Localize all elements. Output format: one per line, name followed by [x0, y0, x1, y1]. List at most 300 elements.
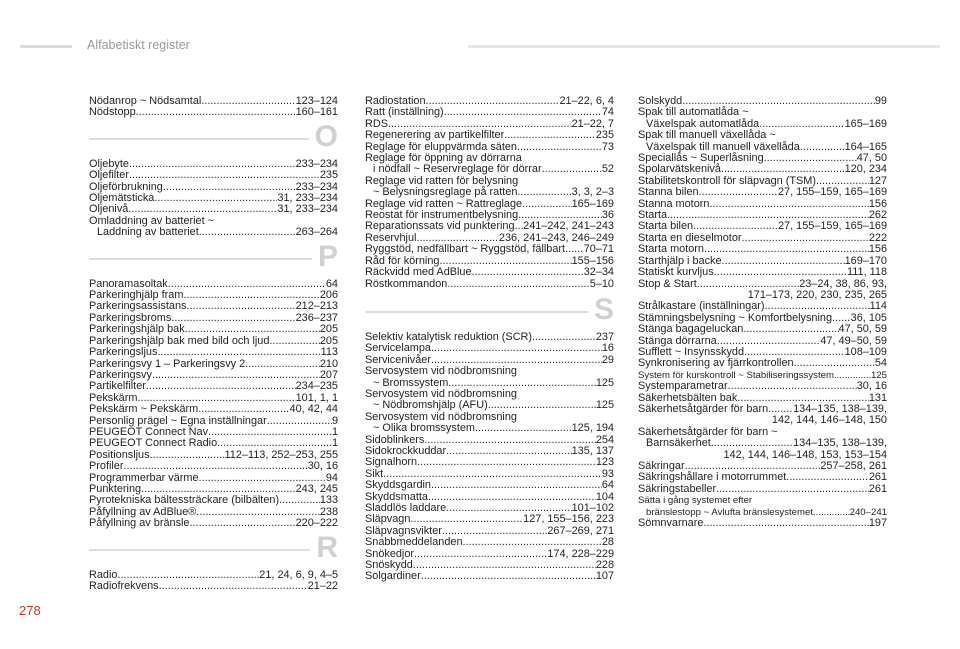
dot-leader	[446, 446, 571, 457]
index-entry-term: Råd för körning	[365, 254, 440, 267]
index-entry-term: Personlig prägel ~ Egna inställningar	[89, 414, 267, 427]
index-entry-pages: 134–135, 138–139,	[793, 402, 887, 415]
dot-leader	[743, 324, 838, 335]
dot-leader	[129, 170, 320, 181]
index-entry-term: Räckvidd med AdBlue	[365, 266, 472, 279]
index-entry	[89, 107, 338, 118]
index-entry-pages: 174, 228–229	[547, 547, 614, 560]
dot-leader	[269, 336, 319, 347]
index-entry-term: Skyddsgardin	[365, 479, 431, 492]
index-entry-pages: 99	[874, 95, 887, 107]
dot-leader	[426, 96, 560, 107]
index-column-1	[89, 96, 338, 592]
index-entry-pages: 134–135, 138–139,	[793, 437, 887, 450]
index-entry-term: Starta bilen	[638, 220, 694, 233]
index-entry-pages: 240–241	[849, 506, 887, 518]
dot-leader	[417, 457, 596, 468]
index-entry	[365, 571, 614, 582]
index-entry-term: Stänga bagageluckan	[638, 323, 744, 336]
index-entry-term: Programmerbar värme	[89, 471, 199, 484]
index-entry-pages: 101–102	[571, 502, 614, 514]
index-entry-term: Snökedjor	[365, 547, 415, 560]
dot-leader	[431, 343, 602, 354]
index-entry-term: Strålkastare (inställningar)	[638, 300, 765, 313]
index-entry-pages: 93	[601, 467, 614, 480]
dot-leader	[152, 370, 320, 381]
index-entry-pages: 64	[601, 479, 614, 492]
header-rule-right	[468, 45, 940, 48]
dot-leader	[201, 96, 295, 107]
index-entry-term: Barnsäkerhet	[646, 437, 711, 450]
index-entry	[638, 518, 887, 529]
index-entry-term: Växelspak till manuell växellåda	[646, 140, 800, 153]
index-entry-pages: 30, 16	[307, 460, 338, 473]
index-entry	[638, 358, 887, 369]
index-entry-term: Sladdlös laddare	[365, 502, 447, 514]
dot-leader	[245, 359, 320, 370]
index-entry-pages: 104	[595, 490, 614, 503]
dot-leader	[709, 199, 868, 210]
index-entry	[365, 389, 614, 412]
index-entry-pages: 125, 194	[571, 422, 614, 435]
index-entry-pages: 165–169	[571, 197, 614, 210]
index-entry	[638, 107, 887, 130]
index-entry-term: Partikelfilter	[89, 380, 146, 393]
index-entry-line: Servosystem vid nödbromsning	[365, 365, 517, 378]
index-entry-term: Pyrotekniska bältessträckare (bilbälten)	[89, 494, 280, 507]
index-entry-pages: 135, 137	[571, 444, 614, 457]
index-entry-term: Oljefilter	[89, 169, 129, 182]
index-entry-term: RDS	[365, 117, 388, 130]
dot-leader	[124, 461, 308, 472]
index-entry-term: Säkerhetsåtgärder för barn	[638, 402, 769, 415]
index-entry	[365, 457, 614, 468]
index-entry-pages: 28	[601, 536, 614, 549]
index-entry-term: Parkeringsvy	[89, 368, 152, 381]
index-entry-term: Släpvagn	[365, 513, 411, 526]
index-entry-term: Synkronisering av fjärrkontrollen	[638, 357, 794, 370]
index-entry-term: Reglage vid ratten ~ Rattreglage	[365, 197, 523, 210]
dot-leader	[786, 472, 869, 483]
index-entry	[638, 427, 887, 461]
dot-leader	[532, 332, 596, 343]
index-entry-term: Sidoblinkers	[365, 433, 425, 446]
index-entry-pages: 32–34	[583, 266, 614, 279]
index-entry-term: PEUGEOT Connect Radio	[89, 437, 218, 450]
dot-leader	[517, 142, 602, 153]
index-entry-pages: 197	[868, 517, 887, 530]
index-entry-pages: 210	[319, 357, 338, 370]
index-entry-pages: 21–22, 7	[571, 117, 614, 130]
index-entry	[89, 324, 338, 335]
dot-leader	[447, 279, 589, 290]
index-entry-pages: 3, 3, 2–3	[571, 186, 614, 199]
index-entry	[89, 347, 338, 358]
index-entry-term: Skyddsmatta	[365, 490, 428, 503]
index-entry	[365, 267, 614, 278]
index-entry-term: Signalhorn	[365, 456, 418, 469]
index-entry	[638, 130, 887, 153]
index-entry-pages: 36, 105	[850, 311, 887, 324]
index-entry-line: Omladdning av batteriet ~	[89, 214, 215, 227]
index-entry-pages: 54	[874, 357, 887, 370]
index-entry-term: Stänga dörrarna	[638, 334, 717, 347]
index-entry-pages: 64	[325, 277, 338, 290]
entry-group-r	[89, 570, 338, 593]
index-entry	[365, 366, 614, 389]
index-entry-pages: 111, 118	[847, 266, 887, 279]
dot-leader	[421, 571, 596, 582]
dot-leader	[699, 187, 778, 198]
index-entry-pages: 220–222	[295, 517, 338, 530]
index-entry-term: Nödstopp	[89, 106, 136, 119]
index-entry-pages: 114	[869, 300, 887, 313]
index-entry	[638, 324, 887, 335]
index-entry-term: Röstkommandon	[365, 277, 448, 290]
dot-leader	[722, 256, 845, 267]
index-entry-term: Sufflett ~ Insynsskydd	[638, 345, 745, 358]
index-entry-term: i nödfall ~ Reservreglage för dörrar	[373, 163, 542, 176]
section-letter-r	[89, 530, 338, 564]
index-entry-term: Servicenivåer	[365, 353, 431, 366]
index-entry-pages: 125	[595, 376, 614, 389]
index-entry-pages-cont: 142, 144, 146–148, 153, 153–154	[723, 448, 887, 461]
index-entry-pages: 207	[319, 368, 338, 381]
index-entry-term: Påfyllning av AdBlue®	[89, 505, 197, 518]
dot-leader	[163, 182, 296, 193]
index-entry-pages-cont: 171–173, 220, 230, 235, 265	[747, 288, 887, 301]
dot-leader	[146, 381, 296, 392]
index-entry-term: Säkringshållare i motorrummet	[638, 471, 787, 484]
dot-leader	[711, 438, 793, 449]
index-entry-pages: 27, 155–159, 165–169	[777, 186, 887, 199]
dot-leader	[431, 480, 602, 491]
dot-leader	[208, 427, 332, 438]
dot-leader	[542, 164, 602, 175]
index-entry-pages: 125	[870, 369, 887, 381]
index-entry-term: Säkringstabeller	[638, 482, 717, 495]
index-entry-pages: 233–234	[295, 180, 338, 193]
index-entry-term: Solgardiner	[365, 570, 421, 583]
index-entry-pages: 228	[595, 559, 614, 572]
index-entry-term: ~ Bromssystem	[373, 376, 449, 389]
index-entry	[89, 581, 338, 592]
index-entry-line: Spak till automatlåda ~	[638, 106, 749, 119]
index-entry-pages: 5–10	[589, 277, 614, 290]
index-entry-line: Servosystem vid nödbromsning	[365, 410, 517, 423]
index-entry-pages: 125	[595, 399, 614, 412]
index-entry-pages: 52	[601, 163, 614, 176]
index-entry-pages: 94	[325, 471, 338, 484]
index-entry-pages-cont: 142, 144, 146–148, 150	[771, 414, 887, 427]
dot-leader	[190, 518, 296, 529]
section-letter-s	[365, 292, 614, 326]
index-entry-pages: 222	[868, 231, 887, 244]
dot-leader	[168, 279, 326, 290]
index-entry-pages: 31, 233–234	[277, 192, 338, 205]
index-entry	[365, 130, 614, 141]
section-letter-p	[89, 239, 338, 273]
index-entry-line: Sätta i gång systemet efter	[638, 495, 753, 507]
index-entry-term: bränslestopp ~ Avlufta bränslesystemet	[646, 506, 814, 518]
index-entry-pages: 236, 241–243, 246–249	[498, 231, 614, 244]
index-entry-term: Stanna bilen	[638, 186, 699, 199]
section-letter: S	[588, 294, 614, 326]
index-entry-pages: 236–237	[295, 311, 338, 324]
index-entry-term: Stabilitetskontroll för släpvagn (TSM)	[638, 174, 816, 187]
index-entry-term: Ryggstöd, nedfällbart ~ Ryggstöd, fällbart	[365, 243, 566, 256]
index-entry-pages: 160–161	[295, 106, 338, 119]
index-entry-pages: 127	[868, 174, 887, 187]
index-entry-term: Solskydd	[638, 95, 683, 107]
index-entry	[89, 170, 338, 181]
index-entry	[89, 450, 338, 461]
index-entry-term: Punktering	[89, 482, 142, 495]
index-entry-term: Snabbmeddelanden	[365, 536, 463, 549]
index-entry-pages: 123	[595, 456, 614, 469]
dot-leader	[159, 581, 308, 592]
index-entry-pages: 30, 16	[856, 380, 887, 393]
index-entry-pages: 120, 234	[844, 163, 887, 176]
section-letter: P	[312, 241, 338, 273]
index-entry-pages: 31, 233–234	[277, 203, 338, 216]
index-entry-pages: 205	[319, 334, 338, 347]
page-number: 278	[19, 603, 41, 618]
index-entry	[365, 244, 614, 255]
dot-leader	[472, 267, 584, 278]
index-entry-pages: 47, 50	[856, 152, 887, 165]
dot-leader	[279, 495, 320, 506]
index-entry-pages: 263–264	[295, 226, 338, 239]
index-entry-pages: 165–169	[844, 117, 887, 130]
index-entry-pages: 123–124	[295, 95, 338, 107]
index-entry-term: Laddning av batteriet	[97, 226, 199, 239]
index-entry-pages: 113	[320, 346, 338, 359]
index-entry-term: Parkeringshjälp bak	[89, 323, 185, 336]
index-entry	[89, 461, 338, 472]
index-entry-term: System för kurskontroll ~ Stabiliseringssystem	[638, 369, 834, 381]
dot-leader	[794, 358, 875, 369]
index-entry-pages: 108–109	[844, 345, 887, 358]
dot-leader	[517, 187, 571, 198]
dot-leader	[463, 537, 602, 548]
index-entry-line: Säkerhetsåtgärder för barn ~	[638, 425, 778, 438]
index-entry-term: Påfyllning av bränsle	[89, 517, 190, 530]
index-entry-pages: 238	[319, 505, 338, 518]
index-entry-term: Parkeringshjälp bak med bild och ljud	[89, 334, 270, 347]
header-rule-left	[20, 45, 72, 48]
entry-group-r-cont	[365, 96, 614, 290]
index-entry-term: Stanna motorn	[638, 197, 710, 210]
index-entry-term: Radiostation	[365, 95, 426, 107]
index-entry-pages: 9	[331, 414, 338, 427]
dot-leader	[813, 507, 850, 518]
index-entry	[89, 404, 338, 415]
index-entry-pages: 23–24, 38, 86, 93,	[799, 277, 887, 290]
index-column-3	[638, 96, 887, 529]
index-entry-term: Statiskt kurvljus	[638, 266, 714, 279]
dot-leader	[475, 423, 572, 434]
index-entry-pages: 261	[868, 471, 887, 484]
index-entry-term: Selektiv katalytisk reduktion (SCR)	[365, 330, 533, 343]
index-entry-term: Snöskydd	[365, 559, 413, 572]
dot-leader	[414, 549, 547, 560]
index-entry	[365, 279, 614, 290]
index-entry-pages: 36	[601, 209, 614, 222]
dot-leader	[704, 244, 869, 255]
dot-leader	[171, 313, 295, 324]
entry-group-n	[89, 96, 338, 119]
index-entry-pages: 233–234	[295, 157, 338, 170]
index-entry	[365, 343, 614, 354]
index-entry-pages: 127, 155–156, 223	[523, 513, 614, 526]
index-entry-pages: 21–22, 6, 4	[559, 95, 614, 107]
index-entry-term: Släpvagnsvikter	[365, 524, 442, 537]
index-entry-term: Systemparametrar	[638, 380, 728, 393]
index-entry	[638, 267, 887, 278]
dot-leader	[150, 450, 225, 461]
dot-leader	[198, 404, 289, 415]
index-entry-term: Säkerhetsbälten bak	[638, 391, 738, 404]
header-title: Alfabetiskt register	[87, 38, 190, 52]
index-entry-term: ~ Olika bromssystem	[373, 422, 475, 435]
index-entry-pages: 131	[868, 391, 887, 404]
index-entry-term: Pekskärm	[89, 391, 138, 404]
index-entry-pages: 70–71	[583, 243, 614, 256]
index-entry	[365, 480, 614, 491]
index-entry	[89, 216, 338, 239]
index-entry	[638, 244, 887, 255]
index-entry-term: Speciallås ~ Superlåsning	[638, 152, 764, 165]
index-entry	[638, 404, 887, 427]
section-letter: O	[309, 121, 338, 153]
index-entry	[365, 412, 614, 435]
index-entry-pages: 169–170	[844, 254, 887, 267]
dot-leader	[522, 199, 571, 210]
dot-leader	[424, 435, 596, 446]
index-entry-term: Positionsljus	[89, 448, 150, 461]
index-entry-pages: 212–213	[295, 300, 338, 313]
index-entry-term: Spolarvätskenivå	[638, 163, 721, 176]
section-letter: R	[310, 532, 338, 564]
dot-leader	[199, 227, 296, 238]
dot-leader	[186, 301, 295, 312]
index-entry	[638, 279, 887, 302]
dot-leader	[703, 518, 868, 529]
index-entry-pages: 133	[319, 494, 338, 507]
index-entry-pages: 112–113, 252–253, 255	[224, 448, 338, 461]
index-entry-pages: 267–269, 271	[547, 524, 614, 537]
index-entry	[89, 381, 338, 392]
dot-leader	[504, 130, 596, 141]
index-entry-pages: 47, 50, 59	[838, 323, 887, 336]
entry-group-p	[89, 279, 338, 530]
index-entry-term: Parkeringsljus	[89, 346, 158, 359]
index-entry-pages: 73	[601, 140, 614, 153]
index-entry-term: Starta en dieselmotor	[638, 231, 742, 244]
dot-leader	[157, 347, 320, 358]
dot-leader	[185, 324, 320, 335]
index-entry-term: Starta motorn	[638, 243, 704, 256]
index-entry-pages: 241–242, 241–243	[523, 220, 614, 233]
index-entry-term: Parkeringsassistans	[89, 300, 187, 313]
index-entry-pages: 205	[319, 323, 338, 336]
index-entry-pages: 40, 42, 44	[289, 403, 338, 416]
index-entry-pages: 257–258, 261	[820, 460, 887, 472]
index-entry-pages: 27, 155–159, 165–169	[777, 220, 887, 233]
index-entry-term: Oljemätsticka	[89, 192, 155, 205]
index-entry	[89, 518, 338, 529]
index-entry-term: Reglage för eluppvärmda säten	[365, 140, 517, 153]
index-entry-term: Säkringar	[638, 460, 685, 472]
dot-leader	[764, 153, 857, 164]
index-entry-line: Reglage vid ratten för belysning	[365, 174, 519, 187]
index-entry-term: Regenerering av partikelfilter	[365, 129, 505, 142]
index-entry-pages: 107	[595, 570, 614, 583]
index-entry	[365, 153, 614, 176]
index-entry-term: Ratt (inställning)	[365, 106, 444, 119]
index-entry	[638, 187, 887, 198]
index-entry-pages: 74	[601, 106, 614, 119]
index-entry-pages: 164–165	[844, 140, 887, 153]
dot-leader	[716, 484, 869, 495]
entry-group-o	[89, 159, 338, 239]
dot-leader	[428, 492, 596, 503]
index-entry-term: ~ Belysningsreglage på ratten	[373, 186, 518, 199]
dot-leader	[800, 142, 845, 153]
index-entry	[365, 176, 614, 199]
index-entry-term: Radio	[89, 568, 118, 581]
index-entry-term: PEUGEOT Connect Nav	[89, 425, 209, 438]
index-entry-pages: 235	[595, 129, 614, 142]
dot-leader	[565, 244, 584, 255]
index-entry-pages: 235	[319, 169, 338, 182]
section-letter-o	[89, 119, 338, 153]
index-entry-pages: 21, 24, 6, 9, 4–5	[259, 568, 338, 581]
index-entry-term: Stämningsbelysning ~ Komfortbelysning	[638, 311, 833, 324]
index-entry-term: Panoramasoltak	[89, 277, 168, 290]
index-entry-pages: 16	[601, 342, 614, 355]
index-entry	[638, 484, 887, 495]
index-entry-line: Servosystem vid nödbromsning	[365, 387, 517, 400]
index-entry-pages: 155–156	[571, 254, 614, 267]
index-entry-term: Parkeringsbroms	[89, 311, 172, 324]
index-entry-term: Profiler	[89, 460, 124, 473]
entry-group-s	[365, 332, 614, 583]
index-entry-pages: 234–235	[295, 380, 338, 393]
index-entry-term: Oljebyte	[89, 157, 129, 170]
index-entry-term: Växelspak automatlåda	[646, 117, 760, 130]
index-entry-pages: 237	[595, 330, 614, 343]
index-entry-term: Nödanrop ~ Nödsamtal	[89, 95, 202, 107]
index-column-2	[365, 96, 614, 583]
dot-leader	[728, 381, 857, 392]
index-entry-term: Parkeringsvy 1 – Parkeringsvy 2	[89, 357, 246, 370]
index-entry-term: Sidokrockkuddar	[365, 444, 447, 457]
dot-leader	[136, 107, 296, 118]
index-entry	[638, 381, 887, 392]
index-entry-pages: 206	[319, 289, 338, 302]
index-entry-pages: 156	[868, 243, 887, 256]
index-entry	[638, 199, 887, 210]
index-entry	[638, 301, 887, 312]
index-entry-pages: 262	[868, 209, 887, 222]
index-entry-pages: 1	[331, 437, 338, 450]
index-entry-term: Reservhjul	[365, 231, 417, 244]
index-entry-pages: 261	[868, 482, 887, 495]
dot-leader	[742, 233, 869, 244]
index-entry-pages: 29	[601, 353, 614, 366]
